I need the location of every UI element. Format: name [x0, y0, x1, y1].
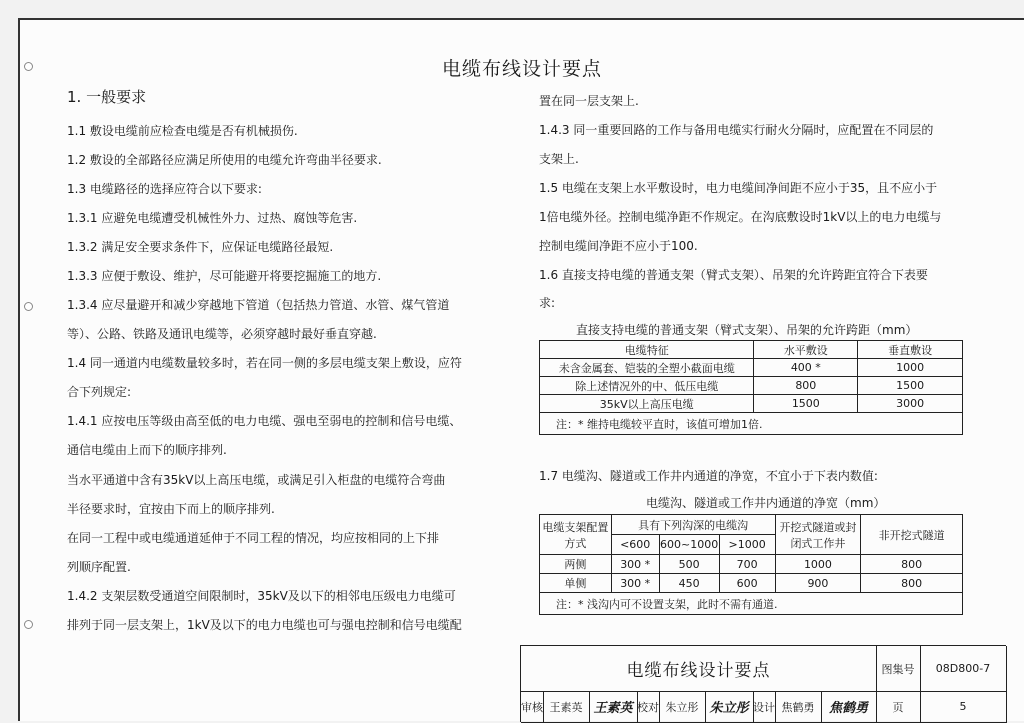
design-signature: 焦鹤勇	[821, 691, 877, 723]
table2-cell: 1000	[775, 555, 861, 574]
page-title: 电缆布线设计要点	[441, 58, 602, 80]
paragraph-line: 1.3 电缆路径的选择应符合以下要求:	[67, 182, 262, 196]
table2-cell: 900	[775, 574, 861, 593]
table2-header-open: 开挖式隧道或封闭式工作井	[775, 515, 861, 555]
atlas-number: 08D800-7	[920, 646, 1007, 692]
title-block	[520, 645, 1006, 722]
binding-hole	[24, 302, 33, 311]
review-signature: 王素英	[589, 691, 638, 723]
paragraph-line: 1.4 同一通道内电缆数量较多时，若在同一侧的多层电缆支架上敷设，应符	[67, 356, 462, 370]
table1-cell: 1500	[858, 377, 963, 395]
page-label: 页	[876, 691, 921, 723]
table1-caption: 直接支持电缆的普通支架（臂式支架）、吊架的允许跨距（mm）	[576, 323, 918, 337]
para-1-7: 1.7 电缆沟、隧道或工作井内通道的净宽，不宜小于下表内数值:	[539, 469, 878, 483]
table2-cell: 单侧	[540, 574, 612, 593]
review-name: 王素英	[543, 691, 590, 723]
table1-cell: 800	[754, 377, 858, 395]
review-label: 审核	[521, 691, 544, 723]
table2-cell: 450	[659, 574, 719, 593]
table1-header: 水平敷设	[754, 341, 858, 359]
paragraph-line: 合下列规定:	[67, 385, 132, 399]
paragraph-line: 置在同一层支架上.	[539, 94, 639, 108]
paragraph-line: 求:	[539, 296, 556, 310]
paragraph-line: 支架上.	[539, 152, 579, 166]
title-block-title: 电缆布线设计要点	[521, 646, 877, 692]
table1-cell: 35kV以上高压电缆	[540, 395, 754, 413]
table1-cell: 除上述情况外的中、低压电缆	[540, 377, 754, 395]
paragraph-line: 排列于同一层支架上，1kV及以下的电力电缆也可与强电控制和信号电缆配	[67, 618, 462, 632]
table2-caption: 电缆沟、隧道或工作井内通道的净宽（mm）	[646, 496, 886, 510]
table2-header-config: 电缆支架配置方式	[540, 515, 612, 555]
paragraph-line: 控制电缆间净距不应小于100.	[539, 239, 698, 253]
paragraph-line: 在同一工程中或电缆通道延伸于不同工程的情况，均应按相同的上下排	[67, 531, 440, 545]
paragraph-line: 1.4.2 支架层数受通道空间限制时，35kV及以下的相邻电压级电力电缆可	[67, 589, 456, 603]
paragraph-line: 1.5 电缆在支架上水平敷设时，电力电缆间净间距不应小于35，且不应小于	[539, 181, 938, 195]
section-heading: 1. 一般要求	[67, 88, 147, 106]
binding-hole	[24, 620, 33, 629]
table2-cell: 700	[719, 555, 775, 574]
paragraph-line: 1.3.3 应便于敷设、维护，尽可能避开将要挖掘施工的地方.	[67, 269, 382, 283]
paragraph-line: 等）、公路、铁路及通讯电缆等，必须穿越时最好垂直穿越.	[67, 327, 377, 341]
table2-cell: 300 *	[611, 555, 659, 574]
table1-cell: 400 *	[754, 359, 858, 377]
paragraph-line: 1.6 直接支持电缆的普通支架（臂式支架）、吊架的允许跨距宜符合下表要	[539, 268, 928, 282]
page-number: 5	[920, 691, 1007, 723]
table1-cell: 1500	[754, 395, 858, 413]
paragraph-line: 1.3.2 满足安全要求条件下，应保证电缆路径最短.	[67, 240, 334, 254]
table2-depth: <600	[611, 535, 659, 555]
table2-depth: 600~1000	[659, 535, 719, 555]
table2-cell: 300 *	[611, 574, 659, 593]
table2-header-group: 具有下列沟深的电缆沟	[611, 515, 775, 535]
paragraph-line: 1.4.3 同一重要回路的工作与备用电缆实行耐火分隔时，应配置在不同层的	[539, 123, 934, 137]
paragraph-line: 1.3.1 应避免电缆遭受机械性外力、过热、腐蚀等危害.	[67, 211, 358, 225]
check-label: 校对	[637, 691, 660, 723]
table1-header: 电缆特征	[540, 341, 754, 359]
check-signature: 朱立彤	[705, 691, 754, 723]
paragraph-line: 1.1 敷设电缆前应检查电缆是否有机械损伤.	[67, 124, 298, 138]
paragraph-line: 列顺序配置.	[67, 560, 131, 574]
table1-header: 垂直敷设	[858, 341, 963, 359]
table2-header-nonopen: 非开挖式隧道	[861, 515, 963, 555]
paragraph-line: 1.4.1 应按电压等级由高至低的电力电缆、强电至弱电的控制和信号电缆、	[67, 414, 462, 428]
design-label: 设计	[753, 691, 776, 723]
paragraph-line: 1.3.4 应尽量避开和减少穿越地下管道（包括热力管道、水管、煤气管道	[67, 298, 450, 312]
table2-cell: 600	[719, 574, 775, 593]
table1-cell: 未含金属套、铠装的全塑小截面电缆	[540, 359, 754, 377]
drawing-sheet	[18, 18, 1024, 721]
table2-cell: 两侧	[540, 555, 612, 574]
span-table	[539, 340, 963, 435]
paragraph-line: 1倍电缆外径。控制电缆净距不作规定。在沟底敷设时1kV以上的电力电缆与	[539, 210, 942, 224]
table2-cell: 800	[861, 555, 963, 574]
table2-note: 注：* 浅沟内可不设置支架，此时不需有通道.	[540, 593, 963, 615]
table1-cell: 3000	[858, 395, 963, 413]
paragraph-line: 1.2 敷设的全部路径应满足所使用的电缆允许弯曲半径要求.	[67, 153, 382, 167]
table1-cell: 1000	[858, 359, 963, 377]
check-name: 朱立彤	[659, 691, 706, 723]
paragraph-line: 半径要求时，宜按由下而上的顺序排列.	[67, 502, 275, 516]
table2-cell: 800	[861, 574, 963, 593]
paragraph-line: 当水平通道中含有35kV以上高压电缆，或满足引入柜盘的电缆符合弯曲	[67, 473, 446, 487]
design-name: 焦鹤勇	[775, 691, 822, 723]
paragraph-line: 通信电缆由上而下的顺序排列.	[67, 443, 227, 457]
table2-cell: 500	[659, 555, 719, 574]
table2-depth: >1000	[719, 535, 775, 555]
channel-width-table	[539, 514, 963, 615]
table1-note: 注：* 维持电缆较平直时，该值可增加1倍.	[540, 413, 963, 435]
atlas-label: 图集号	[876, 646, 921, 692]
